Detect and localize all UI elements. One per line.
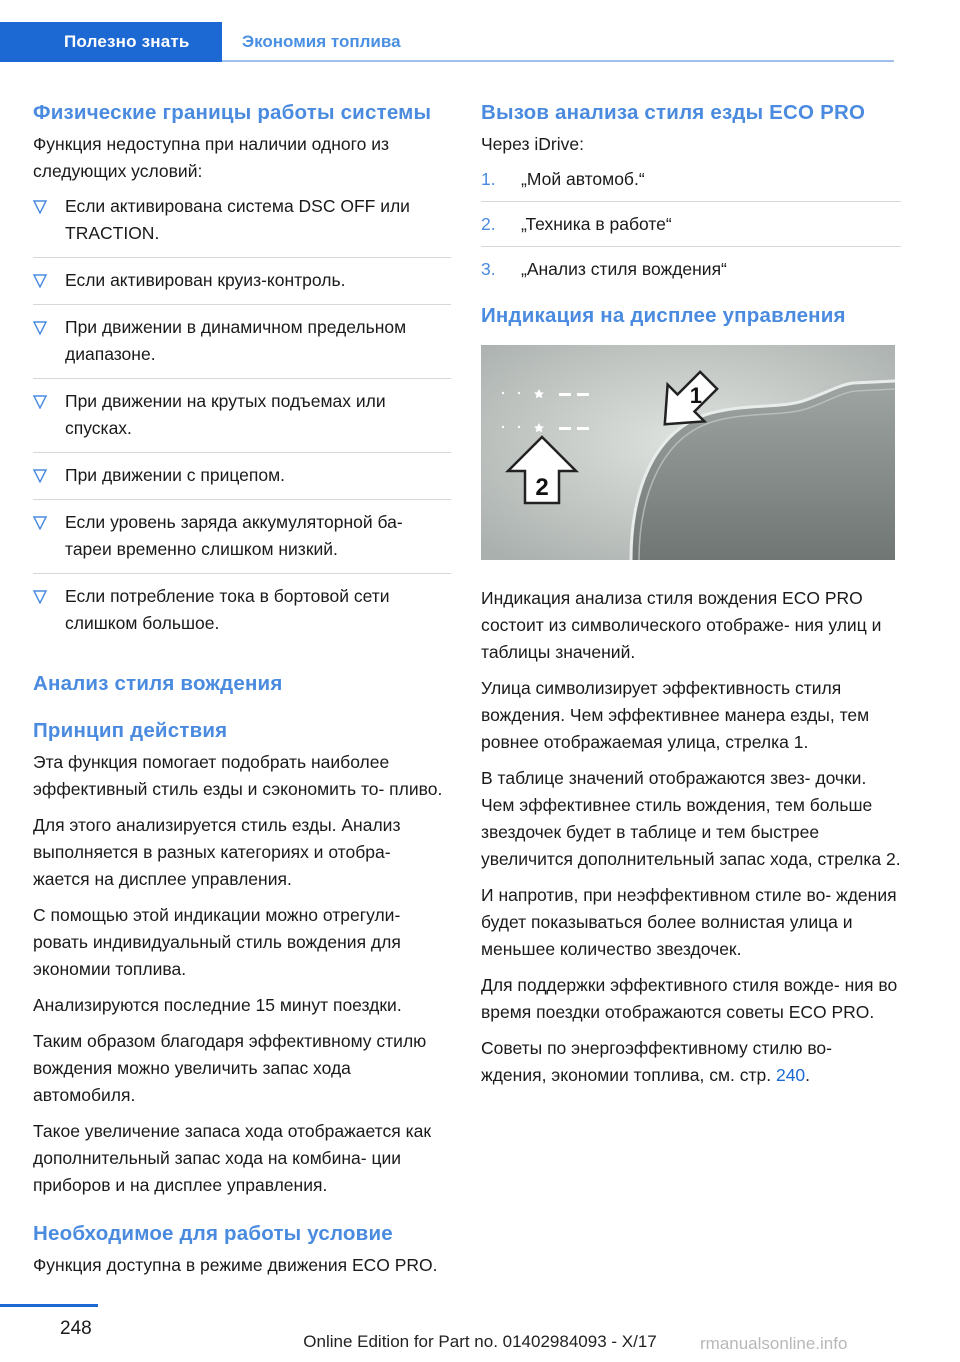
svg-text:2: 2 <box>535 474 549 501</box>
principle-paragraph-3: С помощью этой индикации можно отрегули- ровать индивидуальный стиль вождения для экономии топлива. <box>33 905 401 979</box>
list-item: При движении на крутых подъемах или спусках. <box>33 388 451 453</box>
list-item: Если активирована система DSC OFF или TRACTION. <box>33 193 451 258</box>
idrive-steps <box>481 166 901 291</box>
step-item: 2. „Техника в работе“ <box>481 211 901 247</box>
footer-rule <box>0 1304 98 1307</box>
principle-paragraph-6: Такое увеличение запаса хода отображается как дополнительный запас хода на комбина- ции приборов и на дисплее управления. <box>33 1121 432 1195</box>
display-paragraph-3: В таблице значений отображаются звез- дочки. Чем эффективнее стиль вождения, тем больше звездочек будет в таблице и тем быстрее увеличится дополнительный запас хода, стрелка 2. <box>481 768 901 869</box>
display-paragraph-1: Индикация анализа стиля вождения ECO PRO состоит из символического отображе- ния улиц и таблицы значений. <box>481 588 882 662</box>
principle-paragraph-2: Для этого анализируется стиль езды. Анализ выполняется в разных категориях и отобра- жается на дисплее управления. <box>33 815 401 889</box>
principle-paragraph-1: Эта функция помогает подобрать наиболее эффективный стиль езды и сэкономить то- пливо. <box>33 752 443 799</box>
svg-text:1: 1 <box>689 383 703 409</box>
page-header <box>0 22 960 62</box>
display-paragraph-6: Советы по энергоэффективному стилю во- ждения, экономии топлива, см. стр. 240. <box>481 1038 832 1085</box>
heading-operating-principle: Принцип действия <box>33 719 228 742</box>
heading-call-analysis: Вызов анализа стиля езды ECO PRO <box>481 101 866 124</box>
triangle-bullet-icon <box>33 516 47 530</box>
triangle-bullet-icon <box>33 395 47 409</box>
heading-control-display: Индикация на дисплее управления <box>481 304 846 327</box>
left-column <box>33 100 451 1279</box>
triangle-bullet-icon <box>33 274 47 288</box>
list-item: Если активирован круиз-контроль. <box>33 267 451 305</box>
list-item: При движении в динамичном предельном диапазоне. <box>33 314 451 379</box>
watermark: rmanualsonline.info <box>700 1334 848 1353</box>
heading-operating-condition: Необходимое для работы условие <box>33 1222 393 1245</box>
list-item: Если уровень заряда аккумуляторной ба- тареи временно слишком низкий. <box>33 509 451 574</box>
section-tab-fuel-economy[interactable]: Экономия топлива <box>242 32 401 51</box>
limits-intro: Функция недоступна при наличии одного из следующих условий: <box>33 134 390 181</box>
list-item: Если потребление тока в бортовой сети слишком большое. <box>33 583 451 647</box>
condition-paragraph: Функция доступна в режиме движения ECO PRO. <box>33 1255 438 1275</box>
step-item: 3. „Анализ стиля вождения“ <box>481 259 727 279</box>
section-tab-useful[interactable]: Полезно знать <box>0 22 222 62</box>
step-item: 1. „Мой автомоб.“ <box>481 166 901 202</box>
triangle-bullet-icon <box>33 321 47 335</box>
display-paragraph-2: Улица символизирует эффективность стиля вождения. Чем эффективнее манера езды, тем ровнее отображаемая улица, стрелка 1. <box>481 678 870 752</box>
heading-driving-style-analysis: Анализ стиля вождения <box>33 672 283 695</box>
triangle-bullet-icon <box>33 469 47 483</box>
triangle-bullet-icon <box>33 590 47 604</box>
heading-system-limits: Физические границы работы системы <box>33 101 432 124</box>
call-intro: Через iDrive: <box>481 134 584 154</box>
header-divider <box>222 60 894 62</box>
principle-paragraph-5: Таким образом благодаря эффективному стилю вождения можно увеличить запас хода автомобиля. <box>33 1031 427 1105</box>
display-paragraph-4: И напротив, при неэффективном стиле во- ждения будет показываться более волнистая улица и меньшее количество звездочек. <box>481 885 897 959</box>
right-column <box>481 100 901 1089</box>
display-paragraph-5: Для поддержки эффективного стиля вожде- ния во время поездки отображаются советы ECO PRO. <box>481 975 898 1022</box>
page-reference-link[interactable]: 240 <box>775 1065 806 1085</box>
triangle-bullet-icon <box>33 200 47 214</box>
edition-line: Online Edition for Part no. 01402984093 - X/17 <box>303 1332 657 1351</box>
list-item: При движении с прицепом. <box>33 462 451 500</box>
eco-pro-display-figure <box>481 345 895 560</box>
principle-paragraph-4: Анализируются последние 15 минут поездки. <box>33 995 402 1015</box>
page-number: 248 <box>60 1318 92 1339</box>
limits-list <box>33 193 451 647</box>
